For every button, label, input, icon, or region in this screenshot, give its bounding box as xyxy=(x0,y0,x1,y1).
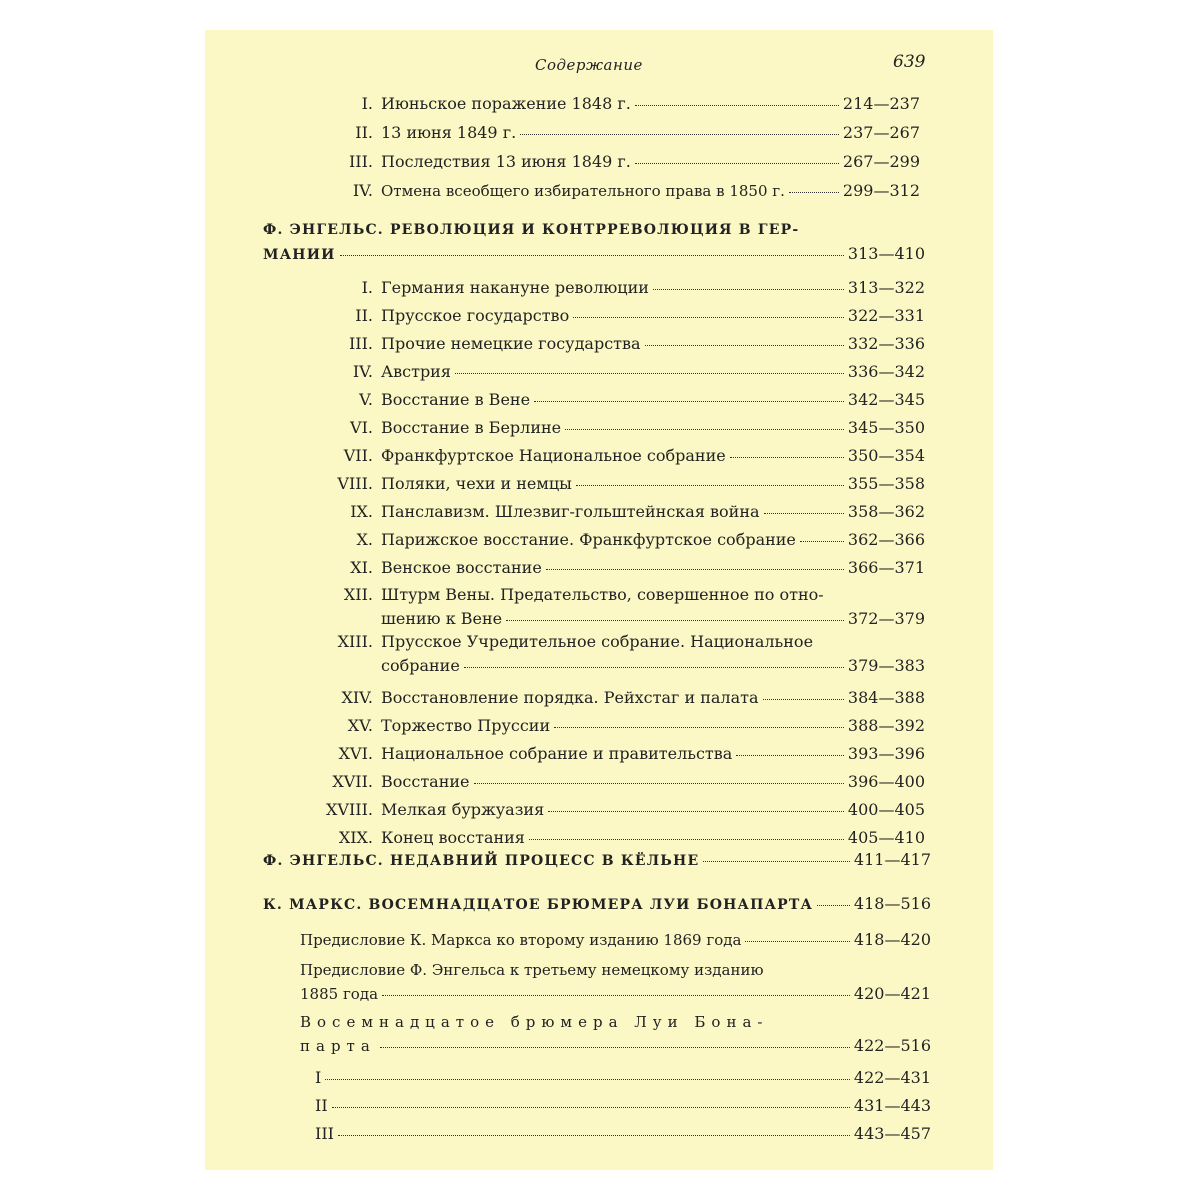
toc-entry xyxy=(205,500,925,524)
toc-entry-title: Австрия xyxy=(381,362,451,381)
toc-entry-pages: 355—358 xyxy=(847,474,925,493)
toc-entry xyxy=(205,332,925,356)
toc-entry-pages: 400—405 xyxy=(847,800,925,819)
toc-leader xyxy=(455,373,844,374)
page-header xyxy=(205,52,993,86)
toc-entry-title: Июньское поражение 1848 г. xyxy=(381,94,631,113)
toc-entry-pages: 418—420 xyxy=(853,930,931,949)
toc-entry xyxy=(205,416,925,440)
toc-leader xyxy=(382,995,850,996)
toc-leader xyxy=(745,941,850,942)
toc-entry xyxy=(315,1066,931,1090)
toc-entry-number: III. xyxy=(348,152,373,171)
toc-entry-number: XVII. xyxy=(332,772,373,791)
toc-leader xyxy=(817,905,850,906)
toc-entry-number: III. xyxy=(348,334,373,353)
toc-entry-number: II xyxy=(315,1096,328,1115)
toc-entry-title-line1: Прусское Учредительное собрание. Национальное xyxy=(381,632,814,651)
toc-heading-title: Ф. ЭНГЕЛЬС. НЕДАВНИЙ ПРОЦЕСС В КЁЛЬНЕ xyxy=(263,853,700,869)
toc-entry xyxy=(205,276,925,300)
toc-entry xyxy=(300,958,931,1006)
toc-entry-title: Венское восстание xyxy=(381,558,542,577)
toc-entry-title: Торжество Пруссии xyxy=(381,716,551,735)
toc-entry-title: Отмена всеобщего избирательного права в 1850 г. xyxy=(381,182,785,200)
toc-entry-title: Франкфуртское Национальное собрание xyxy=(381,446,726,465)
toc-entry-pages: 332—336 xyxy=(847,334,925,353)
toc-entry-title: Панславизм. Шлезвиг-гольштейнская война xyxy=(381,502,760,521)
toc-leader xyxy=(520,134,839,135)
toc-leader xyxy=(554,727,844,728)
toc-entry-number: I xyxy=(315,1068,322,1087)
toc-leader xyxy=(474,783,844,784)
toc-entry-pages: 336—342 xyxy=(847,362,925,381)
toc-section-heading xyxy=(263,848,931,873)
toc-leader xyxy=(635,163,839,164)
toc-entry-pages: 358—362 xyxy=(847,502,925,521)
toc-entry xyxy=(300,1010,931,1058)
toc-entry-pages: 313—322 xyxy=(847,278,925,297)
toc-entry xyxy=(205,714,925,738)
toc-entry-title: 13 июня 1849 г. xyxy=(381,123,517,142)
toc-leader xyxy=(736,755,844,756)
toc-entry-number: XVIII. xyxy=(326,800,373,819)
toc-entry xyxy=(205,388,925,412)
toc-entry-number: XIX. xyxy=(338,828,373,847)
toc-entry-pages: 362—366 xyxy=(847,530,925,549)
toc-entry-number: I. xyxy=(361,278,373,297)
toc-entry-title: Прусское государство xyxy=(381,306,570,325)
toc-entry-title-line2: шению к Вене xyxy=(381,609,503,628)
toc-entry-title: Парижское восстание. Франкфуртское собрание xyxy=(381,530,796,549)
toc-entry-number: XVI. xyxy=(338,744,373,763)
toc-entry-pages: 350—354 xyxy=(847,446,925,465)
book-page xyxy=(205,30,993,1170)
toc-entry xyxy=(205,360,925,384)
toc-entry-title-line2: парта xyxy=(300,1037,376,1055)
toc-leader xyxy=(380,1047,850,1048)
toc-entry-pages: 342—345 xyxy=(847,390,925,409)
toc-entry xyxy=(205,444,925,468)
toc-section-heading xyxy=(263,218,925,267)
toc-entry xyxy=(315,1094,931,1118)
toc-entry-number: VI. xyxy=(350,418,373,437)
toc-entry xyxy=(205,798,925,822)
toc-entry-title: Германия накануне революции xyxy=(381,278,649,297)
toc-entry-number: VII. xyxy=(343,446,373,465)
toc-leader xyxy=(576,485,844,486)
toc-entry-number: XIII. xyxy=(337,632,373,651)
toc-heading-title: К. МАРКС. ВОСЕМНАДЦАТОЕ БРЮМЕРА ЛУИ БОНАПАРТА xyxy=(263,897,814,913)
toc-entry-pages: 299—312 xyxy=(842,181,920,200)
toc-leader xyxy=(548,811,844,812)
toc-entry-number: I. xyxy=(361,94,373,113)
toc-entry-title: Восстание в Вене xyxy=(381,390,531,409)
toc-entry-pages: 431—443 xyxy=(853,1096,931,1115)
toc-entry xyxy=(205,556,925,580)
toc-entry-pages: 379—383 xyxy=(847,656,925,675)
toc-entry-number: IX. xyxy=(350,502,373,521)
toc-entry-title: Национальное собрание и правительства xyxy=(381,744,733,763)
toc-leader xyxy=(730,457,844,458)
toc-entry-title-line2: собрание xyxy=(381,656,460,675)
toc-entry-number: IV. xyxy=(352,362,373,381)
toc-entry-pages: 372—379 xyxy=(847,609,925,628)
toc-leader xyxy=(635,105,839,106)
toc-leader xyxy=(464,667,844,668)
toc-entry xyxy=(205,92,920,116)
toc-leader xyxy=(529,839,844,840)
toc-entry-title: Прочие немецкие государства xyxy=(381,334,641,353)
toc-entry-title: Поляки, чехи и немцы xyxy=(381,474,572,493)
toc-entry xyxy=(205,742,925,766)
toc-leader xyxy=(703,861,850,862)
toc-entry-title-line1: Восемнадцатое брюмера Луи Бона- xyxy=(300,1013,769,1031)
toc-leader xyxy=(653,289,844,290)
toc-entry-number: X. xyxy=(356,530,373,549)
toc-entry xyxy=(205,770,925,794)
toc-leader xyxy=(800,541,844,542)
toc-entry-title: Конец восстания xyxy=(381,828,525,847)
toc-entry xyxy=(205,121,920,145)
toc-entry-title-line1: Предисловие Ф. Энгельса к третьему немецкому изданию xyxy=(300,961,764,979)
toc-entry xyxy=(205,630,925,678)
toc-entry xyxy=(205,528,925,552)
toc-entry-pages: 411—417 xyxy=(853,850,931,869)
toc-section-heading xyxy=(263,892,931,917)
toc-entry-pages: 237—267 xyxy=(842,123,920,142)
toc-entry-number: IV. xyxy=(352,181,373,200)
toc-entry-title: Мелкая буржуазия xyxy=(381,800,545,819)
toc-entry-pages: 422—516 xyxy=(853,1036,931,1055)
toc-leader xyxy=(332,1107,850,1108)
toc-entry xyxy=(205,686,925,710)
toc-entry-number: XII. xyxy=(343,585,373,604)
toc-entry-number: XIV. xyxy=(341,688,373,707)
toc-entry-title: Последствия 13 июня 1849 г. xyxy=(381,152,631,171)
toc-entry-pages: 345—350 xyxy=(847,418,925,437)
toc-entry xyxy=(205,304,925,328)
toc-entry-pages: 267—299 xyxy=(842,152,920,171)
toc-entry-pages: 420—421 xyxy=(853,984,931,1003)
toc-entry-pages: 393—396 xyxy=(847,744,925,763)
toc-entry-title-line1: Штурм Вены. Предательство, совершенное по отно- xyxy=(381,585,824,604)
toc-entry-title-line2: 1885 года xyxy=(300,985,379,1003)
toc-entry-number: II. xyxy=(355,123,373,142)
toc-entry xyxy=(205,472,925,496)
toc-entry-number: III xyxy=(315,1124,334,1143)
toc-entry xyxy=(205,583,925,631)
toc-entry-number: II. xyxy=(355,306,373,325)
toc-entry-title: Восстановление порядка. Рейхстаг и палата xyxy=(381,688,759,707)
page-number: 639 xyxy=(893,52,926,72)
toc-leader xyxy=(645,345,844,346)
toc-entry-pages: 384—388 xyxy=(847,688,925,707)
toc-entry-pages: 366—371 xyxy=(847,558,925,577)
toc-entry-pages: 443—457 xyxy=(853,1124,931,1143)
toc-leader xyxy=(573,317,844,318)
toc-entry-pages: 396—400 xyxy=(847,772,925,791)
toc-leader xyxy=(506,620,844,621)
page-header-title: Содержание xyxy=(535,56,643,74)
toc-entry xyxy=(315,1122,931,1146)
toc-entry-number: V. xyxy=(359,390,373,409)
toc-entry xyxy=(205,179,920,203)
toc-leader xyxy=(789,192,839,193)
toc-leader xyxy=(534,401,844,402)
toc-entry-pages: 388—392 xyxy=(847,716,925,735)
toc-entry xyxy=(205,826,925,850)
toc-leader xyxy=(325,1079,850,1080)
toc-entry-title: Восстание в Берлине xyxy=(381,418,562,437)
toc-entry-number: XI. xyxy=(350,558,373,577)
toc-entry-number: VIII. xyxy=(337,474,373,493)
toc-leader xyxy=(546,569,844,570)
toc-entry xyxy=(205,150,920,174)
toc-leader xyxy=(340,255,844,256)
toc-leader xyxy=(565,429,844,430)
toc-entry-pages: 313—410 xyxy=(847,244,925,263)
toc-entry-pages: 405—410 xyxy=(847,828,925,847)
toc-leader xyxy=(763,699,844,700)
toc-entry-number: XV. xyxy=(347,716,373,735)
toc-entry-title: Восстание xyxy=(381,772,470,791)
toc-entry-title: Предисловие К. Маркса ко второму изданию 1869 года xyxy=(300,931,742,949)
toc-entry-pages: 322—331 xyxy=(847,306,925,325)
toc-heading-line2: МАНИИ xyxy=(263,247,336,263)
toc-entry-pages: 422—431 xyxy=(853,1068,931,1087)
toc-heading-line1: Ф. ЭНГЕЛЬС. РЕВОЛЮЦИЯ И КОНТРРЕВОЛЮЦИЯ В ГЕР- xyxy=(263,222,800,238)
toc-entry xyxy=(300,928,931,952)
toc-entry-pages: 214—237 xyxy=(842,94,920,113)
toc-leader xyxy=(764,513,844,514)
toc-entry-pages: 418—516 xyxy=(853,894,931,913)
toc-leader xyxy=(338,1135,850,1136)
